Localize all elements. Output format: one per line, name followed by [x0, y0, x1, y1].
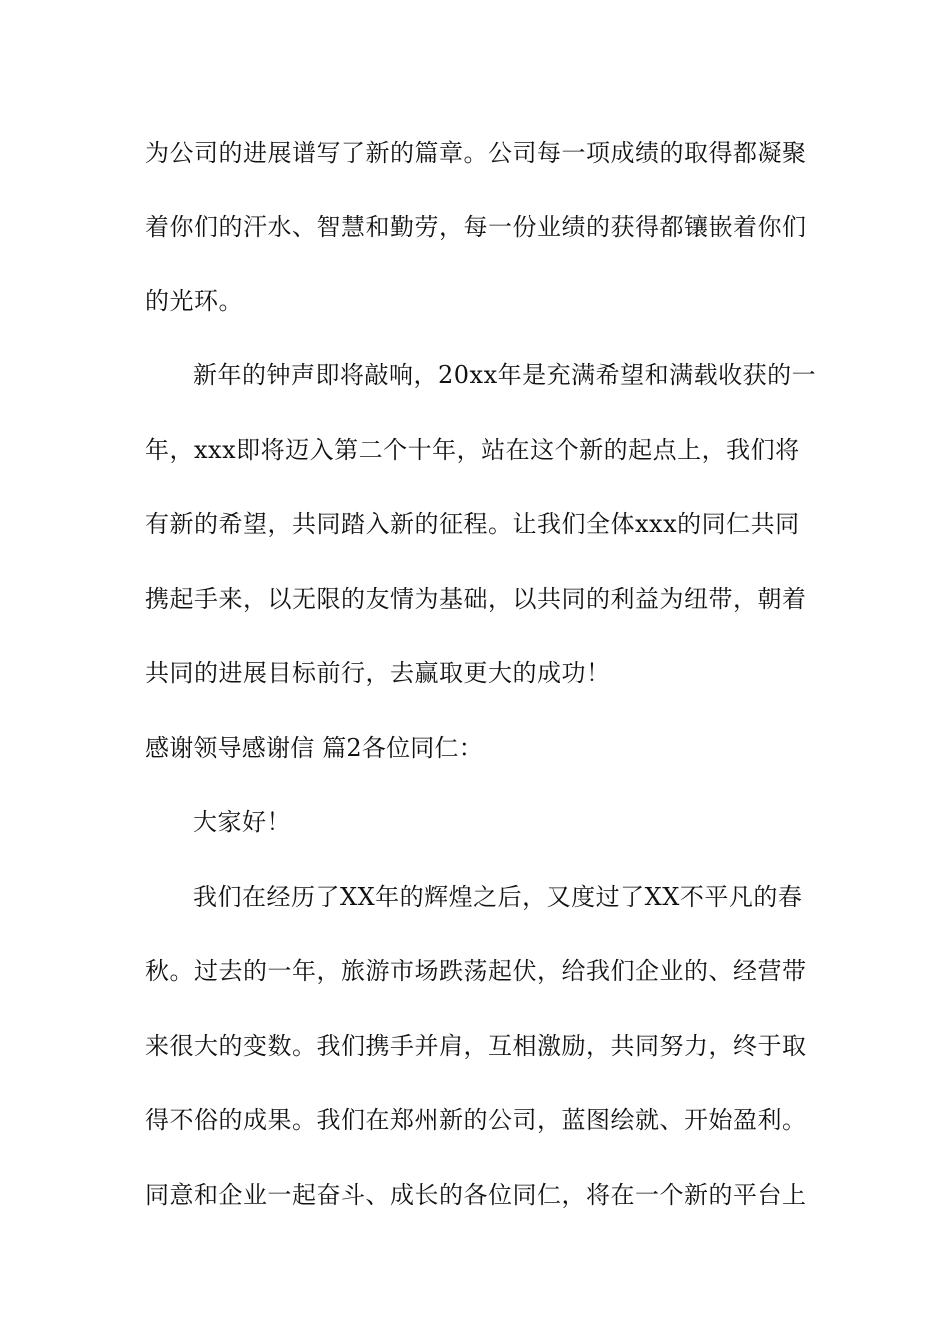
text-line: 同意和企业一起奋斗、成长的各位同仁，将在一个新的平台上	[145, 1181, 807, 1209]
paragraph-first-line: 新年的钟声即将敲响，20xx年是充满希望和满载收获的一	[193, 361, 817, 389]
section-heading: 感谢领导感谢信 篇2各位同仁：	[145, 734, 483, 762]
text-line: 携起手来，以无限的友情为基础，以共同的利益为纽带，朝着	[145, 585, 807, 613]
text-line: 的光环。	[145, 287, 243, 315]
text-line: 为公司的进展谱写了新的篇章。公司每一项成绩的取得都凝聚	[145, 139, 807, 167]
text-line: 得不俗的成果。我们在郑州新的公司，蓝图绘就、开始盈利。	[145, 1106, 807, 1134]
text-line: 来很大的变数。我们携手并肩，互相激励，共同努力，终于取	[145, 1032, 807, 1060]
text-line: 共同的进展目标前行，去赢取更大的成功！	[145, 659, 611, 687]
text-line: 着你们的汗水、智慧和勤劳，每一份业绩的获得都镶嵌着你们	[145, 213, 807, 241]
greeting-line: 大家好！	[193, 808, 291, 836]
paragraph-first-line: 我们在经历了XX年的辉煌之后，又度过了XX不平凡的春	[193, 883, 803, 911]
text-line: 秋。过去的一年，旅游市场跌荡起伏，给我们企业的、经营带	[145, 957, 807, 985]
text-line: 年，xxx即将迈入第二个十年，站在这个新的起点上，我们将	[145, 436, 800, 464]
text-line: 有新的希望，共同踏入新的征程。让我们全体xxx的同仁共同	[145, 510, 800, 538]
